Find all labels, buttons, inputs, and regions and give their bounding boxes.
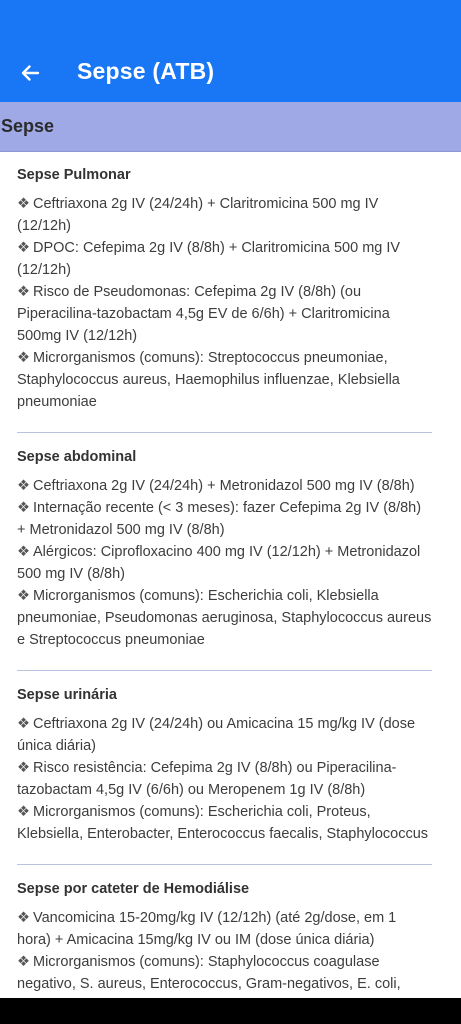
list-item: [17, 237, 432, 281]
diamond-bullet-icon: ❖: [17, 716, 30, 732]
list-item: [17, 713, 432, 757]
card-title: Sepse abdominal: [17, 449, 137, 465]
card-title: Sepse Pulmonar: [17, 167, 131, 183]
diamond-bullet-icon: ❖: [17, 196, 30, 212]
section-header: [0, 102, 461, 152]
system-navigation-bar: [0, 998, 461, 1024]
list-item-text: Internação recente (< 3 meses): fazer Cefepima 2g IV (8/8h) + Metronidazol 500 mg IV (8/8h): [17, 500, 422, 538]
diamond-bullet-icon: ❖: [17, 500, 30, 516]
list-item: [17, 801, 432, 845]
list-item: [17, 193, 432, 237]
sepse-card: [17, 879, 432, 995]
list-item: [17, 497, 432, 541]
back-button[interactable]: [14, 57, 46, 89]
card-title: Sepse urinária: [17, 687, 117, 703]
diamond-bullet-icon: ❖: [17, 350, 30, 366]
diamond-bullet-icon: ❖: [17, 910, 30, 926]
app-bar: [0, 0, 461, 102]
diamond-bullet-icon: ❖: [17, 954, 30, 970]
sepse-card: [17, 685, 432, 845]
list-item: [17, 907, 432, 951]
diamond-bullet-icon: ❖: [17, 240, 30, 256]
list-item: [17, 541, 432, 585]
diamond-bullet-icon: ❖: [17, 588, 30, 604]
list-item-text: Ceftriaxona 2g IV (24/24h) + Claritromicina 500 mg IV (12/12h): [17, 196, 379, 234]
list-item: [17, 757, 432, 801]
list-item-text: DPOC: Cefepima 2g IV (8/8h) + Claritromicina 500 mg IV (12/12h): [17, 240, 401, 278]
card-items: [17, 475, 432, 651]
card-divider: [17, 432, 432, 433]
card-title: Sepse por cateter de Hemodiálise: [17, 881, 250, 897]
arrow-left-icon: [20, 63, 40, 83]
list-item-text: Microrganismos (comuns): Escherichia coli, Proteus, Klebsiella, Enterobacter, Enterococcus faecalis, Staphylococcus: [17, 804, 429, 842]
list-item: [17, 475, 432, 497]
sepse-card: [17, 165, 432, 413]
list-item: [17, 951, 432, 995]
list-item-text: Microrganismos (comuns): Escherichia coli, Klebsiella pneumoniae, Pseudomonas aeruginosa, Staphylococcus aureus e Streptococcus pneumoniae: [17, 588, 432, 648]
diamond-bullet-icon: ❖: [17, 544, 30, 560]
diamond-bullet-icon: ❖: [17, 478, 30, 494]
card-divider: [17, 864, 432, 865]
list-item-text: Vancomicina 15-20mg/kg IV (12/12h) (até 2g/dose, em 1 hora) + Amicacina 15mg/kg IV ou IM (dose única diária): [17, 910, 397, 948]
card-divider: [17, 670, 432, 671]
list-item-text: Microrganismos (comuns): Staphylococcus coagulase negativo, S. aureus, Enterococcus, Gram-negativos, E. coli,: [17, 954, 401, 992]
list-item-text: Risco resistência: Cefepima 2g IV (8/8h) ou Piperacilina-tazobactam 4,5g IV (6/6h) ou Meropenem 1g IV (8/8h): [17, 760, 397, 798]
card-items: [17, 907, 432, 995]
diamond-bullet-icon: ❖: [17, 804, 30, 820]
list-item: [17, 347, 432, 413]
list-item-text: Risco de Pseudomonas: Cefepima 2g IV (8/8h) (ou Piperacilina-tazobactam 4,5g EV de 6/6h) + Claritromicina 500mg IV (12/12h): [17, 284, 390, 344]
list-item: [17, 585, 432, 651]
diamond-bullet-icon: ❖: [17, 284, 30, 300]
card-items: [17, 193, 432, 413]
content-list[interactable]: [0, 152, 461, 998]
section-title: Sepse: [1, 116, 55, 136]
list-item: [17, 281, 432, 347]
diamond-bullet-icon: ❖: [17, 760, 30, 776]
sepse-card: [17, 447, 432, 651]
card-items: [17, 713, 432, 845]
list-item-text: Ceftriaxona 2g IV (24/24h) ou Amicacina 15 mg/kg IV (dose única diária): [17, 716, 416, 754]
list-item-text: Ceftriaxona 2g IV (24/24h) + Metronidazol 500 mg IV (8/8h): [33, 478, 415, 494]
list-item-text: Alérgicos: Ciprofloxacino 400 mg IV (12/12h) + Metronidazol 500 mg IV (8/8h): [17, 544, 421, 582]
list-item-text: Microrganismos (comuns): Streptococcus pneumoniae, Staphylococcus aureus, Haemophilus influenzae, Klebsiella pneumoniae: [17, 350, 400, 410]
page-title: Sepse (ATB): [77, 58, 215, 84]
